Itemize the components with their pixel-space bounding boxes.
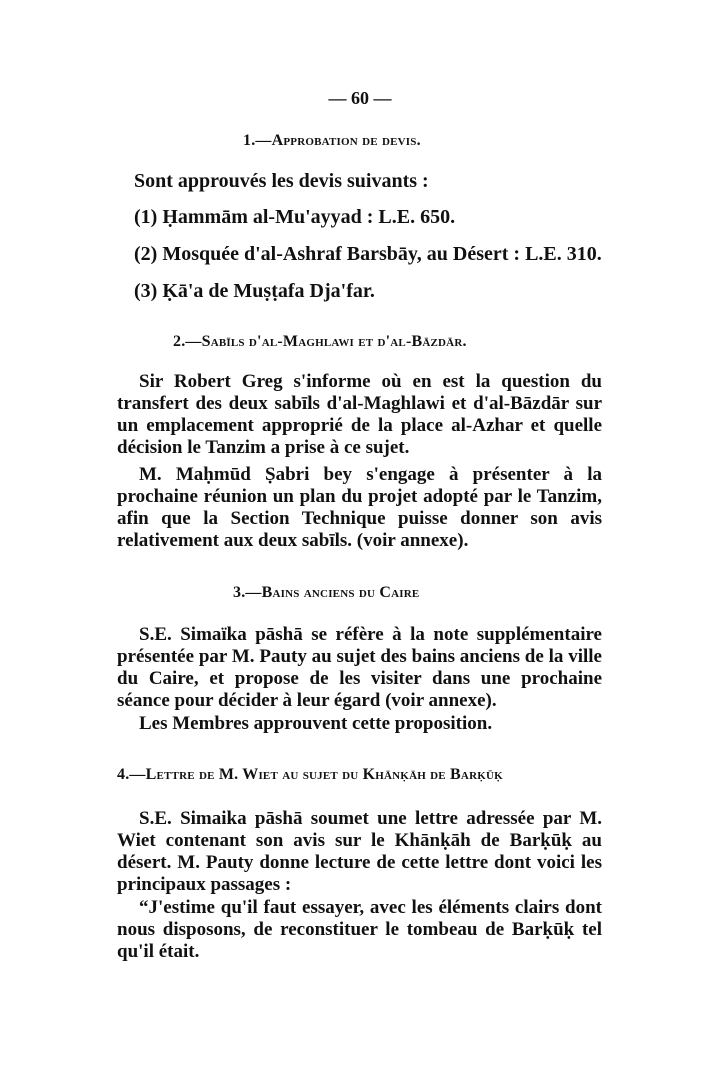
- section-4-heading: 4.—Lettre de M. Wiet au sujet du Khānḳāh de Barḳūḳ: [117, 766, 503, 783]
- section-1-item-2: (2) Mosquée d'al-Ashraf Barsbāy, au Désert : L.E. 310.: [134, 243, 602, 265]
- section-2-paragraph-2: M. Maḥmūd Ṣabri bey s'engage à présenter à la prochaine réunion un plan du projet adopté par le Tanzim, afin que la Section Technique puisse donner son avis relativement aux deux sabīls. (voir annexe).: [117, 464, 602, 551]
- section-2-paragraph-1: Sir Robert Greg s'informe où en est la question du transfert des deux sabīls d'al-Maghlawi et d'al-Bāzdār sur un emplacement approprié de la place al-Azhar et quelle décision le Tanzim a prise à ce sujet.: [117, 371, 602, 458]
- section-3-paragraph-2: Les Membres approuvent cette proposition.: [139, 713, 493, 734]
- section-4-paragraph-1: S.E. Simaika pāshā soumet une lettre adressée par M. Wiet contenant son avis sur le Khānḳāh de Barḳūḳ au désert. M. Pauty donne lecture de cette lettre dont voici les principaux passages :: [117, 808, 602, 895]
- section-4-paragraph-2: “J'estime qu'il faut essayer, avec les éléments clairs dont nous disposons, de reconstituer le tombeau de Barḳūḳ tel qu'il était.: [117, 897, 602, 962]
- section-3-paragraph-1: S.E. Simaïka pāshā se réfère à la note supplémentaire présentée par M. Pauty au sujet des bains anciens de la ville du Caire, et propose de les visiter dans une prochaine séance pour décider à leur égard (voir annexe).: [117, 624, 602, 711]
- section-1-heading: 1.—Approbation de devis.: [243, 132, 421, 149]
- section-3-heading: 3.—Bains anciens du Caire: [233, 584, 420, 601]
- section-1-item-3: (3) Ḳā'a de Muṣṭafa Dja'far.: [134, 280, 375, 302]
- section-2-heading: 2.—Sabīls d'al-Maghlawi et d'al-Bāzdār.: [173, 333, 467, 350]
- section-1-intro: Sont approuvés les devis suivants :: [134, 170, 429, 192]
- page-number: — 60 —: [328, 88, 392, 108]
- section-1-item-1: (1) Ḥammām al-Mu'ayyad : L.E. 650.: [134, 206, 456, 228]
